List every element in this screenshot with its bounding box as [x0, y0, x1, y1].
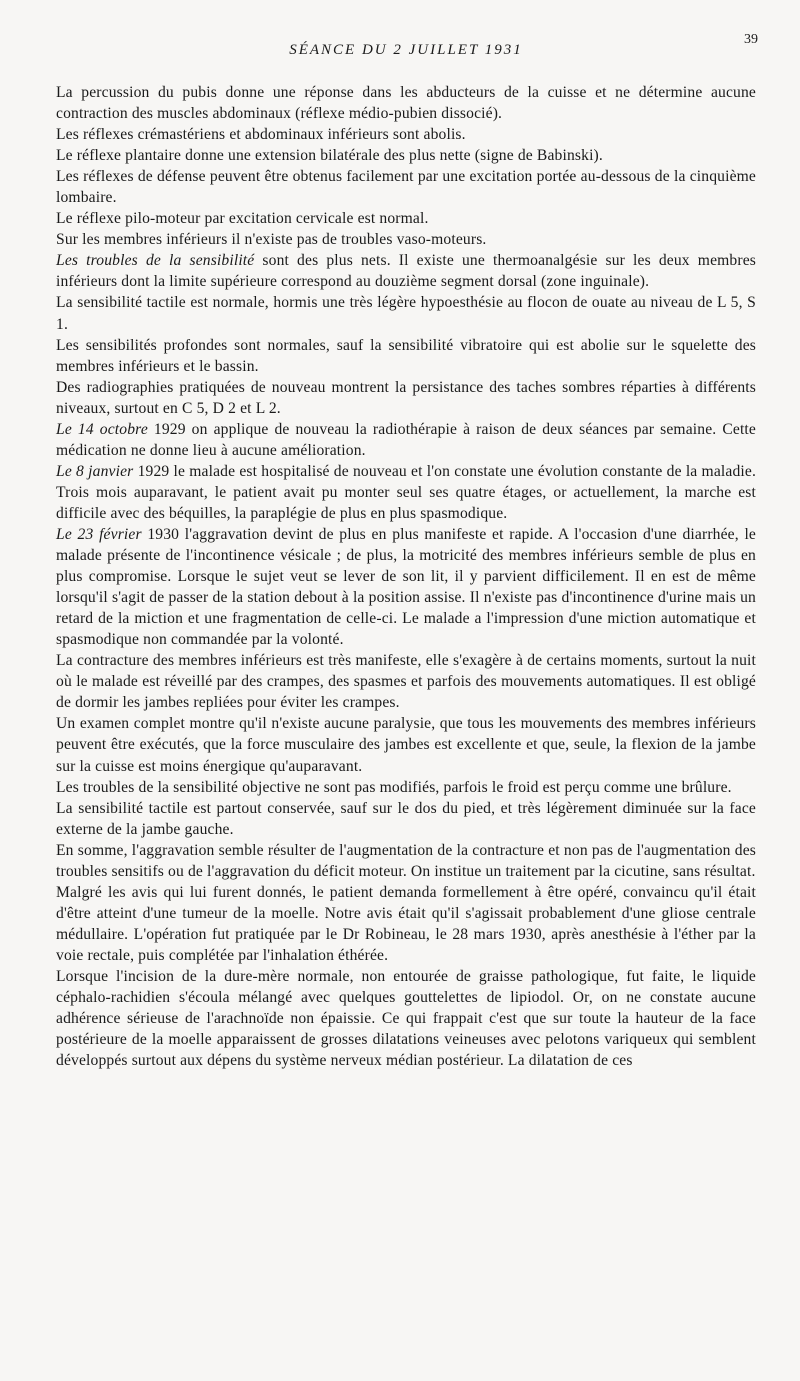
paragraph: La contracture des membres inférieurs est très manifeste, elle s'exagère à de certains moments, surtout la nuit où le malade est réveillé par des crampes, des spasmes et parfois des mouvements automatiques. Il est obligé de dormir les jambes repliées pour éviter les crampes. — [56, 652, 756, 712]
paragraph: Le 14 octobre 1929 on applique de nouveau la radiothérapie à raison de deux séances par semaine. Cette médication ne donne lieu à aucune amélioration. — [56, 420, 756, 459]
paragraph: Malgré les avis qui lui furent donnés, le patient demanda formellement à être opéré, convaincu qu'il était d'être atteint d'une tumeur de la moelle. Notre avis était qu'il s'agissait probablement d'une gliose centrale médullaire. L'opération fut pratiquée par le Dr Robineau, le 28 mars 1930, après anesthésie à l'éther par la voie rectale, puis complétée par l'inhalation éthérée. — [56, 883, 756, 964]
document-page — [56, 30, 756, 1071]
paragraph: Un examen complet montre qu'il n'existe aucune paralysie, que tous les mouvements des membres inférieurs peuvent être exécutés, que la force musculaire des jambes est excellente et que, seule, la flexion de la jambe sur la cuisse est moins énergique qu'auparavant. — [56, 715, 756, 775]
paragraph: La sensibilité tactile est partout conservée, sauf sur le dos du pied, et très légèrement diminuée sur la face externe de la jambe gauche. — [56, 799, 756, 838]
page-number: 39 — [744, 32, 758, 47]
paragraph: Les sensibilités profondes sont normales, sauf la sensibilité vibratoire qui est abolie sur le squelette des membres inférieurs et le bassin. — [56, 336, 756, 375]
paragraph: Le réflexe plantaire donne une extension bilatérale des plus nette (signe de Babinski). — [56, 147, 603, 165]
running-header — [56, 30, 756, 64]
paragraph-lead: Le 23 février — [56, 525, 142, 543]
paragraph: La sensibilité tactile est normale, hormis une très légère hypoesthésie au flocon de ouate au niveau de L 5, S 1. — [56, 294, 756, 333]
paragraph: Les réflexes crémastériens et abdominaux inférieurs sont abolis. — [56, 126, 466, 144]
paragraph: Le 23 février 1930 l'aggravation devint de plus en plus manifeste et rapide. A l'occasion d'une diarrhée, le malade présente de l'incontinence vésicale ; de plus, la motricité des membres inférieurs semble de plus en plus compromise. Lorsque le sujet veut se lever de son lit, il y parvient difficilement. Il en est de même lorsqu'il s'agit de passer de la station debout à la position assise. Il n'existe pas d'incontinence d'urine mais un retard de la miction et une fragmentation de celle-ci. Le malade a l'impression d'une miction automatique et spasmodique non commandée par la volonté. — [56, 525, 757, 649]
paragraph: Sur les membres inférieurs il n'existe pas de troubles vaso-moteurs. — [56, 231, 487, 249]
paragraph-lead: Le 8 janvier — [56, 462, 134, 480]
paragraph-lead: Le 14 octobre — [56, 420, 148, 438]
paragraph: Lorsque l'incision de la dure-mère normale, non entourée de graisse pathologique, fut faite, le liquide céphalo-rachidien s'écoula mélangé avec quelques gouttelettes de lipiodol. Or, on ne constate aucune adhérence sérieuse de l'arachnoïde non épaissie. Ce qui frappait c'est que sur toute la hauteur de la face postérieure de la moelle apparaissent de grosses dilatations veineuses avec pelotons variqueux qui semblent développés surtout aux dépens du système nerveux médian postérieur. La dilatation de ces — [56, 967, 756, 1070]
paragraph: Des radiographies pratiquées de nouveau montrent la persistance des taches sombres réparties à différents niveaux, surtout en C 5, D 2 et L 2. — [56, 378, 756, 417]
paragraph: La percussion du pubis donne une réponse dans les abducteurs de la cuisse et ne détermine aucune contraction des muscles abdominaux (réflexe médio-pubien dissocié). — [56, 84, 756, 123]
paragraph: Les troubles de la sensibilité sont des plus nets. Il existe une thermoanalgésie sur les deux membres inférieurs dont la limite supérieure correspond au douzième segment dorsal (zone inguinale). — [56, 252, 757, 291]
paragraph: En somme, l'aggravation semble résulter de l'augmentation de la contracture et non pas de l'augmentation des troubles sensitifs ou de l'aggravation du déficit moteur. On institue un traitement par la cicutine, sans résultat. — [56, 841, 756, 880]
body-text — [56, 82, 756, 1071]
paragraph-lead: Les troubles de la sensibilité — [56, 252, 255, 270]
paragraph: Les troubles de la sensibilité objective ne sont pas modifiés, parfois le froid est perçu comme une brûlure. — [56, 778, 732, 796]
paragraph: Les réflexes de défense peuvent être obtenus facilement par une excitation portée au-dessous de la cinquième lombaire. — [56, 168, 756, 207]
paragraph: Le 8 janvier 1929 le malade est hospitalisé de nouveau et l'on constate une évolution constante de la maladie. Trois mois auparavant, le patient avait pu monter seul ses quatre étages, or actuellement, la marche est difficile avec des béquilles, la paraplégie de plus en plus spasmodique. — [56, 462, 756, 522]
paragraph: Le réflexe pilo-moteur par excitation cervicale est normal. — [56, 210, 429, 228]
running-title: SÉANCE DU 2 JUILLET 1931 — [289, 42, 523, 58]
